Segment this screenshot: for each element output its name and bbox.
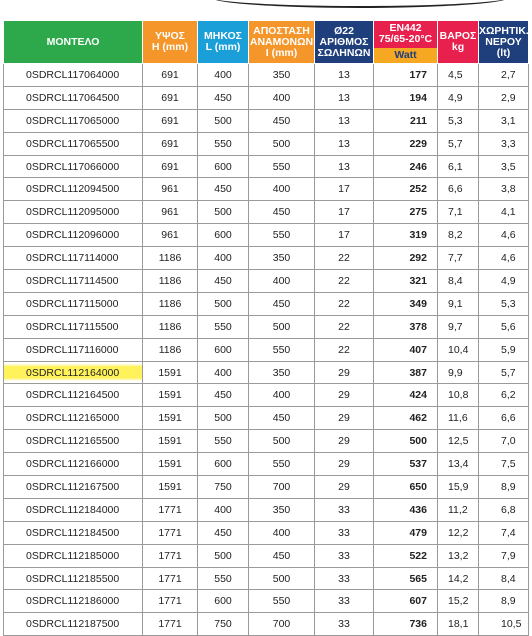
- cell-height: 1771: [143, 498, 198, 521]
- cell-length: 550: [198, 315, 249, 338]
- cell-distance: 700: [249, 613, 315, 636]
- cell-distance: 350: [249, 64, 315, 87]
- cell-length: 500: [198, 292, 249, 315]
- cell-power: 522: [374, 544, 438, 567]
- cell-tubes: 13: [315, 86, 374, 109]
- cell-model: 0SDRCL112184500: [4, 521, 143, 544]
- cell-distance: 400: [249, 178, 315, 201]
- cell-model: 0SDRCL112185500: [4, 567, 143, 590]
- cell-model: 0SDRCL117114000: [4, 247, 143, 270]
- cell-power: 177: [374, 64, 438, 87]
- cell-height: 1771: [143, 567, 198, 590]
- table-row: [4, 315, 529, 338]
- cell-tubes: 33: [315, 590, 374, 613]
- cell-power: 607: [374, 590, 438, 613]
- cell-weight: 13,4: [438, 453, 479, 476]
- cell-power: 424: [374, 384, 438, 407]
- cell-power: 407: [374, 338, 438, 361]
- cell-model: 0SDRCL117114500: [4, 270, 143, 293]
- cell-water: 4,6: [479, 224, 529, 247]
- cell-length: 450: [198, 86, 249, 109]
- header-length: ΜΗΚΟΣ L (mm): [198, 21, 249, 64]
- cell-distance: 450: [249, 292, 315, 315]
- cell-length: 500: [198, 109, 249, 132]
- cell-height: 1186: [143, 292, 198, 315]
- cell-model: 0SDRCL112164500: [4, 384, 143, 407]
- cell-tubes: 33: [315, 498, 374, 521]
- cell-tubes: 33: [315, 567, 374, 590]
- cell-water: 6,2: [479, 384, 529, 407]
- header-model: ΜΟΝΤΕΛΟ: [4, 21, 143, 64]
- cell-tubes: 29: [315, 430, 374, 453]
- table-row: [4, 498, 529, 521]
- cell-water: 5,6: [479, 315, 529, 338]
- cell-water: 4,6: [479, 247, 529, 270]
- cell-distance: 700: [249, 476, 315, 499]
- cell-distance: 550: [249, 224, 315, 247]
- cell-water: 5,9: [479, 338, 529, 361]
- cell-weight: 7,7: [438, 247, 479, 270]
- cell-length: 600: [198, 224, 249, 247]
- cell-power: 479: [374, 521, 438, 544]
- cell-tubes: 22: [315, 315, 374, 338]
- cell-length: 500: [198, 544, 249, 567]
- cell-height: 961: [143, 178, 198, 201]
- cell-power: 462: [374, 407, 438, 430]
- cell-model: 0SDRCL112094500: [4, 178, 143, 201]
- cell-length: 450: [198, 270, 249, 293]
- header-weight: ΒΑΡΟΣ kg: [438, 21, 479, 64]
- cell-height: 961: [143, 201, 198, 224]
- cell-water: 8,9: [479, 590, 529, 613]
- table-row: [4, 567, 529, 590]
- cell-height: 961: [143, 224, 198, 247]
- cell-height: 1186: [143, 315, 198, 338]
- cell-height: 1186: [143, 247, 198, 270]
- cell-tubes: 29: [315, 453, 374, 476]
- cell-power: 537: [374, 453, 438, 476]
- cell-length: 400: [198, 498, 249, 521]
- cell-weight: 13,2: [438, 544, 479, 567]
- cell-water: 7,0: [479, 430, 529, 453]
- table-row: [4, 155, 529, 178]
- table-row: [4, 544, 529, 567]
- cell-weight: 10,4: [438, 338, 479, 361]
- table-row: [4, 476, 529, 499]
- cell-length: 450: [198, 178, 249, 201]
- cell-power: 387: [374, 361, 438, 384]
- cell-distance: 500: [249, 315, 315, 338]
- cell-power: 252: [374, 178, 438, 201]
- cell-tubes: 33: [315, 521, 374, 544]
- table-row: [4, 407, 529, 430]
- cell-height: 691: [143, 109, 198, 132]
- table-row: [4, 292, 529, 315]
- cell-tubes: 22: [315, 270, 374, 293]
- radiator-specs-table: [3, 20, 529, 636]
- table-row: [4, 247, 529, 270]
- cell-water: 2,9: [479, 86, 529, 109]
- cell-water: 5,3: [479, 292, 529, 315]
- cell-height: 1591: [143, 430, 198, 453]
- cell-weight: 15,2: [438, 590, 479, 613]
- cell-model: 0SDRCL117115500: [4, 315, 143, 338]
- cell-model: 0SDRCL117065500: [4, 132, 143, 155]
- cell-water: 6,6: [479, 407, 529, 430]
- header-water-capacity: ΧΩΡΗΤΙΚ. ΝΕΡΟΥ (lt): [479, 21, 529, 64]
- cell-height: 691: [143, 86, 198, 109]
- cell-weight: 12,2: [438, 521, 479, 544]
- cell-power: 436: [374, 498, 438, 521]
- cell-model: 0SDRCL112164000: [4, 361, 143, 384]
- header-connection-distance: ΑΠΟΣΤΑΣΗ ΑΝΑΜΟΝΩΝ I (mm): [249, 21, 315, 64]
- cell-power: 194: [374, 86, 438, 109]
- cell-weight: 8,2: [438, 224, 479, 247]
- cell-height: 1771: [143, 521, 198, 544]
- cell-water: 3,1: [479, 109, 529, 132]
- cell-water: 3,5: [479, 155, 529, 178]
- table-row: [4, 270, 529, 293]
- cell-length: 500: [198, 407, 249, 430]
- cell-weight: 9,9: [438, 361, 479, 384]
- cell-height: 1591: [143, 384, 198, 407]
- cell-power: 565: [374, 567, 438, 590]
- cell-model: 0SDRCL112187500: [4, 613, 143, 636]
- cell-tubes: 22: [315, 338, 374, 361]
- cell-weight: 5,7: [438, 132, 479, 155]
- cell-weight: 12,5: [438, 430, 479, 453]
- table-row: [4, 384, 529, 407]
- cell-length: 750: [198, 613, 249, 636]
- cell-height: 1771: [143, 544, 198, 567]
- cell-water: 8,9: [479, 476, 529, 499]
- cell-tubes: 17: [315, 201, 374, 224]
- table-row: [4, 521, 529, 544]
- cell-length: 600: [198, 338, 249, 361]
- cell-distance: 350: [249, 247, 315, 270]
- table-row: [4, 86, 529, 109]
- cell-water: 7,9: [479, 544, 529, 567]
- cell-weight: 7,1: [438, 201, 479, 224]
- cell-weight: 18,1: [438, 613, 479, 636]
- cell-distance: 550: [249, 453, 315, 476]
- cell-height: 1771: [143, 590, 198, 613]
- cell-weight: 5,3: [438, 109, 479, 132]
- cell-tubes: 33: [315, 544, 374, 567]
- cell-model: 0SDRCL112166000: [4, 453, 143, 476]
- cell-tubes: 33: [315, 613, 374, 636]
- cell-tubes: 29: [315, 384, 374, 407]
- cell-height: 691: [143, 64, 198, 87]
- header-tube-count: Ø22 ΑΡΙΘΜΟΣ ΣΩΛΗΝΩΝ: [315, 21, 374, 64]
- cell-model: 0SDRCL112096000: [4, 224, 143, 247]
- cell-water: 8,4: [479, 567, 529, 590]
- cell-power: 500: [374, 430, 438, 453]
- cell-length: 550: [198, 430, 249, 453]
- cell-power: 378: [374, 315, 438, 338]
- cell-height: 691: [143, 155, 198, 178]
- cell-height: 1591: [143, 361, 198, 384]
- cell-water: 7,5: [479, 453, 529, 476]
- cell-tubes: 13: [315, 109, 374, 132]
- cell-tubes: 17: [315, 224, 374, 247]
- cell-weight: 9,7: [438, 315, 479, 338]
- cell-water: 5,7: [479, 361, 529, 384]
- cell-weight: 6,1: [438, 155, 479, 178]
- cell-distance: 400: [249, 521, 315, 544]
- cell-distance: 350: [249, 361, 315, 384]
- table-row: [4, 178, 529, 201]
- cell-weight: 11,6: [438, 407, 479, 430]
- cell-power: 736: [374, 613, 438, 636]
- cell-weight: 10,8: [438, 384, 479, 407]
- table-row: [4, 361, 529, 384]
- cell-length: 600: [198, 453, 249, 476]
- cell-height: 1591: [143, 476, 198, 499]
- cell-length: 450: [198, 384, 249, 407]
- cell-power: 349: [374, 292, 438, 315]
- header-power-output: EN442 75/65-20°C Watt: [374, 21, 438, 64]
- cell-length: 450: [198, 521, 249, 544]
- header-height: ΥΨΟΣ H (mm): [143, 21, 198, 64]
- cell-height: 1186: [143, 338, 198, 361]
- cell-power: 229: [374, 132, 438, 155]
- cell-model: 0SDRCL112165500: [4, 430, 143, 453]
- cell-weight: 9,1: [438, 292, 479, 315]
- cell-power: 319: [374, 224, 438, 247]
- cell-power: 275: [374, 201, 438, 224]
- cell-distance: 450: [249, 201, 315, 224]
- cell-height: 1771: [143, 613, 198, 636]
- cell-model: 0SDRCL117115000: [4, 292, 143, 315]
- cell-weight: 4,9: [438, 86, 479, 109]
- cell-length: 550: [198, 132, 249, 155]
- table-row: [4, 201, 529, 224]
- cell-power: 321: [374, 270, 438, 293]
- cell-model: 0SDRCL112167500: [4, 476, 143, 499]
- cell-length: 550: [198, 567, 249, 590]
- cell-model: 0SDRCL112186000: [4, 590, 143, 613]
- cell-length: 400: [198, 64, 249, 87]
- cell-water: 6,8: [479, 498, 529, 521]
- cell-distance: 400: [249, 86, 315, 109]
- table-row: [4, 64, 529, 87]
- table-row: [4, 613, 529, 636]
- cell-distance: 450: [249, 407, 315, 430]
- table-row: [4, 453, 529, 476]
- cell-weight: 4,5: [438, 64, 479, 87]
- decorative-curve: [210, 0, 510, 8]
- cell-weight: 14,2: [438, 567, 479, 590]
- cell-model: 0SDRCL117064000: [4, 64, 143, 87]
- cell-length: 600: [198, 155, 249, 178]
- cell-model: 0SDRCL117066000: [4, 155, 143, 178]
- cell-weight: 11,2: [438, 498, 479, 521]
- cell-height: 1186: [143, 270, 198, 293]
- cell-distance: 550: [249, 155, 315, 178]
- table-row: [4, 338, 529, 361]
- cell-weight: 6,6: [438, 178, 479, 201]
- cell-power: 650: [374, 476, 438, 499]
- table-row: [4, 430, 529, 453]
- cell-model: 0SDRCL117064500: [4, 86, 143, 109]
- cell-water: 7,4: [479, 521, 529, 544]
- cell-length: 500: [198, 201, 249, 224]
- cell-distance: 350: [249, 498, 315, 521]
- cell-height: 1591: [143, 453, 198, 476]
- cell-tubes: 22: [315, 292, 374, 315]
- cell-tubes: 29: [315, 407, 374, 430]
- cell-water: 4,9: [479, 270, 529, 293]
- table-row: [4, 590, 529, 613]
- cell-length: 750: [198, 476, 249, 499]
- cell-tubes: 13: [315, 155, 374, 178]
- cell-distance: 500: [249, 567, 315, 590]
- cell-water: 3,8: [479, 178, 529, 201]
- table-row: [4, 224, 529, 247]
- cell-distance: 500: [249, 430, 315, 453]
- cell-model: 0SDRCL112185000: [4, 544, 143, 567]
- cell-weight: 8,4: [438, 270, 479, 293]
- cell-model: 0SDRCL112165000: [4, 407, 143, 430]
- cell-length: 600: [198, 590, 249, 613]
- cell-tubes: 13: [315, 64, 374, 87]
- cell-water: 3,3: [479, 132, 529, 155]
- cell-distance: 400: [249, 270, 315, 293]
- cell-water: 10,5: [479, 613, 529, 636]
- cell-distance: 400: [249, 384, 315, 407]
- cell-length: 400: [198, 361, 249, 384]
- cell-power: 292: [374, 247, 438, 270]
- cell-height: 1591: [143, 407, 198, 430]
- table-header-row: [4, 21, 529, 64]
- cell-tubes: 29: [315, 361, 374, 384]
- cell-power: 211: [374, 109, 438, 132]
- cell-weight: 15,9: [438, 476, 479, 499]
- cell-tubes: 22: [315, 247, 374, 270]
- cell-distance: 500: [249, 132, 315, 155]
- table-row: [4, 132, 529, 155]
- table-row: [4, 109, 529, 132]
- cell-model: 0SDRCL117116000: [4, 338, 143, 361]
- cell-model: 0SDRCL112095000: [4, 201, 143, 224]
- cell-tubes: 17: [315, 178, 374, 201]
- cell-distance: 450: [249, 544, 315, 567]
- cell-distance: 450: [249, 109, 315, 132]
- cell-tubes: 13: [315, 132, 374, 155]
- cell-distance: 550: [249, 590, 315, 613]
- table-body: [4, 64, 529, 636]
- cell-distance: 550: [249, 338, 315, 361]
- cell-water: 2,7: [479, 64, 529, 87]
- cell-power: 246: [374, 155, 438, 178]
- cell-model: 0SDRCL117065000: [4, 109, 143, 132]
- cell-water: 4,1: [479, 201, 529, 224]
- cell-model: 0SDRCL112184000: [4, 498, 143, 521]
- cell-tubes: 29: [315, 476, 374, 499]
- cell-length: 400: [198, 247, 249, 270]
- cell-height: 691: [143, 132, 198, 155]
